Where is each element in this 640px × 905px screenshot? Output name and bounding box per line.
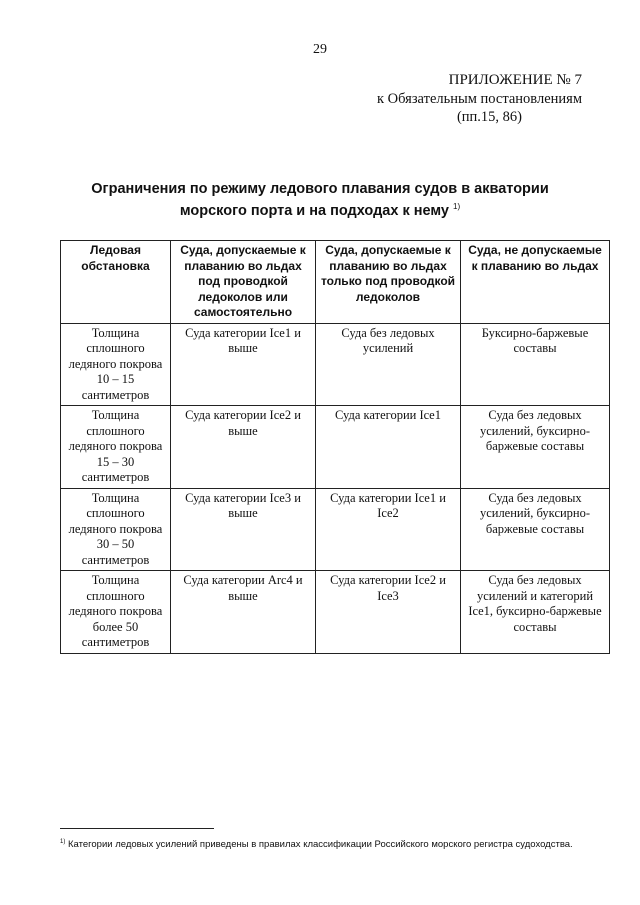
footnote-separator: [60, 828, 214, 829]
table-row: [61, 571, 610, 654]
cell-not-allowed: Суда без ледовых усилений и категорий Ice1, буксирно-баржевые составы: [461, 571, 610, 654]
cell-ice-conditions: Толщина сплошного ледяного покрова более 50 сантиметров: [61, 571, 171, 654]
header-allowed-only-with-icebreaker: Суда, допускаемые к плаванию во льдах только под проводкой ледоколов: [316, 241, 461, 324]
heading-line-2-text: морского порта и на подходах к нему: [179, 202, 449, 219]
footnote-mark: 1): [60, 839, 66, 845]
heading-footnote-mark: 1): [453, 202, 461, 211]
table-row: [61, 323, 610, 406]
appendix-clauses: (пп.15, 86): [456, 109, 522, 125]
table-row: [61, 488, 610, 571]
cell-ice-conditions: Толщина сплошного ледяного покрова 10 – 15 сантиметров: [61, 323, 171, 406]
header-not-allowed: Суда, не допускаемые к плаванию во льдах: [461, 241, 610, 324]
footnote: [60, 839, 620, 850]
cell-not-allowed: Буксирно-баржевые составы: [461, 323, 610, 406]
page-number: 29: [313, 42, 327, 57]
table-row: [61, 406, 610, 489]
appendix-title-text: ПРИЛОЖЕНИЕ № 7: [448, 72, 582, 88]
heading-line-2: [60, 198, 580, 220]
cell-not-allowed: Суда без ледовых усилений, буксирно-баржевые составы: [461, 488, 610, 571]
table-header-row: [61, 241, 610, 324]
cell-allowed-with-icebreaker: Суда без ледовых усилений: [316, 323, 461, 406]
cell-allowed-with-icebreaker: Суда категории Ice2 и Ice3: [316, 571, 461, 654]
cell-allowed-independent: Суда категории Ice1 и выше: [171, 323, 316, 406]
ice-restrictions-table: [60, 240, 610, 654]
header-allowed-with-or-without-icebreaker: Суда, допускаемые к плаванию во льдах под проводкой ледоколов или самостоятельно: [171, 241, 316, 324]
footnote-text: Категории ледовых усилений приведены в правилах классификации Российского морского регистра судоходства.: [67, 839, 573, 851]
cell-allowed-with-icebreaker: Суда категории Ice1: [316, 406, 461, 489]
cell-ice-conditions: Толщина сплошного ледяного покрова 15 – 30 сантиметров: [61, 406, 171, 489]
cell-not-allowed: Суда без ледовых усилений, буксирно-баржевые составы: [461, 406, 610, 489]
cell-allowed-independent: Суда категории Ice2 и выше: [171, 406, 316, 489]
cell-ice-conditions: Толщина сплошного ледяного покрова 30 – 50 сантиметров: [61, 488, 171, 571]
cell-allowed-independent: Суда категории Ice3 и выше: [171, 488, 316, 571]
cell-allowed-independent: Суда категории Arc4 и выше: [171, 571, 316, 654]
cell-allowed-with-icebreaker: Суда категории Ice1 и Ice2: [316, 488, 461, 571]
appendix-subtitle: к Обязательным постановлениям: [377, 91, 582, 107]
heading-line-1: Ограничения по режиму ледового плавания судов в акватории: [91, 181, 549, 197]
header-ice-conditions: Ледовая обстановка: [61, 241, 171, 324]
document-heading: [60, 180, 580, 220]
